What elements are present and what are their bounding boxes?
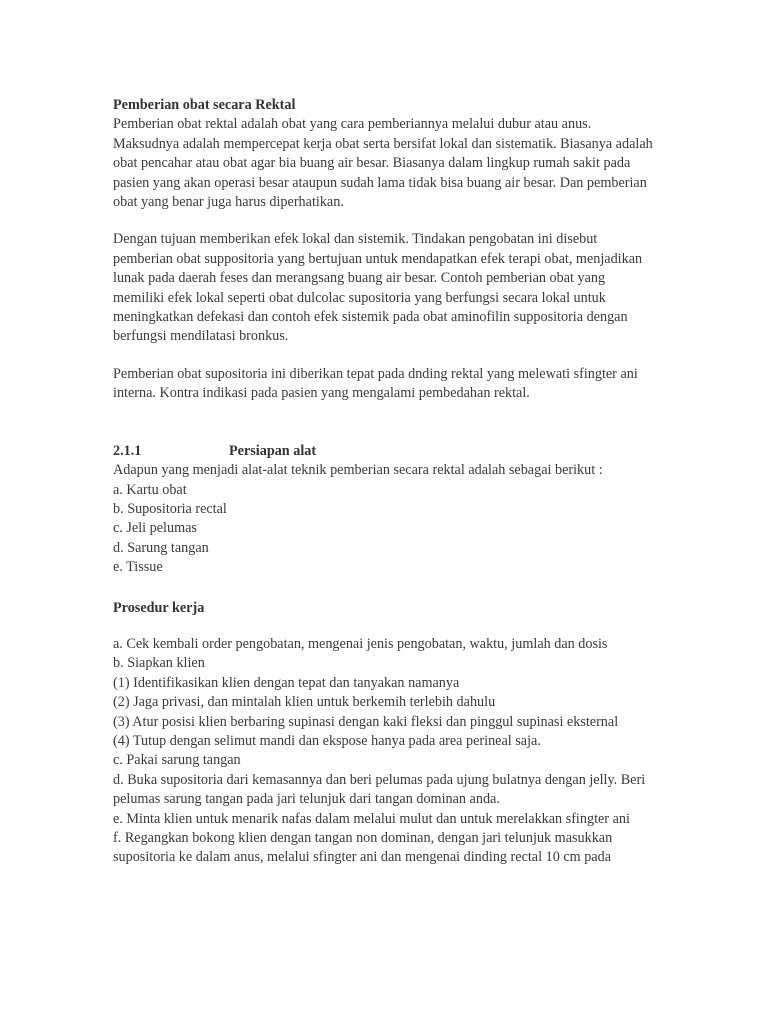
procedure-step: d. Buka supositoria dari kemasannya dan beri pelumas pada ujung bulatnya dengan jelly. Beri pelumas sarung tangan pada jari telunjuk dari tangan dominan anda. bbox=[113, 771, 646, 808]
paragraph-contraindication: Pemberian obat supositoria ini diberikan tepat pada dnding rektal yang melewati sfingter ani interna. Kontra indikasi pada pasien yang mengalami pembedahan rektal. bbox=[113, 365, 638, 402]
procedure-step: f. Regangkan bokong klien dengan tangan non dominan, dengan jari telunjuk masukkan supositoria ke dalam anus, melalui sfingter ani dan mengenai dinding rectal 10 cm pada bbox=[113, 830, 613, 866]
procedure-step: a. Cek kembali order pengobatan, mengenai jenis pengobatan, waktu, jumlah dan dosis bbox=[113, 635, 608, 652]
section-preparation-heading bbox=[113, 442, 658, 461]
spacer bbox=[113, 578, 658, 599]
procedure-substep: (1) Identifikasikan klien dengan tepat dan tanyakan namanya bbox=[113, 674, 460, 691]
list-item: b. Supositoria rectal bbox=[113, 500, 227, 517]
section-number: 2.1.1 bbox=[113, 442, 142, 459]
procedure-substep: (3) Atur posisi klien berbaring supinasi dengan kaki fleksi dan pinggul supinasi eksternal bbox=[113, 713, 619, 730]
procedure-substep: (2) Jaga privasi, dan mintalah klien untuk berkemih terlebih dahulu bbox=[113, 694, 496, 711]
procedure-step: e. Minta klien untuk menarik nafas dalam melalui mulut dan untuk merelakkan sfingter ani bbox=[113, 810, 630, 827]
list-item: c. Jeli pelumas bbox=[113, 520, 197, 537]
document-title: Pemberian obat secara Rektal bbox=[113, 97, 296, 113]
procedure-step: c. Pakai sarung tangan bbox=[113, 752, 241, 769]
procedure-step: b. Siapkan klien bbox=[113, 655, 205, 672]
paragraph-purpose: Dengan tujuan memberikan efek lokal dan sistemik. Tindakan pengobatan ini disebut pemberian obat suppositoria yang bertujuan untuk mendapatkan efek terapi obat, menjadikan lunak pada daerah feses dan merangsang buang air besar. Contoh pemberian obat yang memiliki efek lokal seperti obat dulcolac supositoria yang berfungsi secara lokal untuk meningkatkan defekasi dan contoh efek sistemik pada obat aminofilin suppositoria dengan berfungsi mendilatasi bronkus. bbox=[113, 231, 643, 345]
section-title: Persiapan alat bbox=[229, 442, 317, 459]
preparation-intro: Adapun yang menjadi alat-alat teknik pemberian secara rektal adalah sebagai berikut : bbox=[113, 462, 603, 479]
document-body bbox=[113, 96, 658, 868]
paragraph-definition: Pemberian obat rektal adalah obat yang cara pemberiannya melalui dubur atau anus. Maksudnya adalah mempercepat kerja obat serta bersifat lokal dan sistematik. Biasanya adalah obat pencahar atau obat agar bia buang air besar. Biasanya dalam lingkup rumah sakit pada pasien yang akan operasi besar ataupun sudah lama tidak bisa buang air besar. Dan pemberian obat yang benar juga harus diperhatikan. bbox=[113, 116, 653, 211]
list-item: a. Kartu obat bbox=[113, 481, 187, 498]
procedure-substep: (4) Tutup dengan selimut mandi dan ekspose hanya pada area perineal saja. bbox=[113, 732, 541, 749]
spacer bbox=[113, 422, 658, 442]
section-procedure-heading: Prosedur kerja bbox=[113, 599, 205, 616]
list-item: e. Tissue bbox=[113, 559, 163, 576]
list-item: d. Sarung tangan bbox=[113, 539, 209, 556]
spacer bbox=[113, 618, 658, 635]
